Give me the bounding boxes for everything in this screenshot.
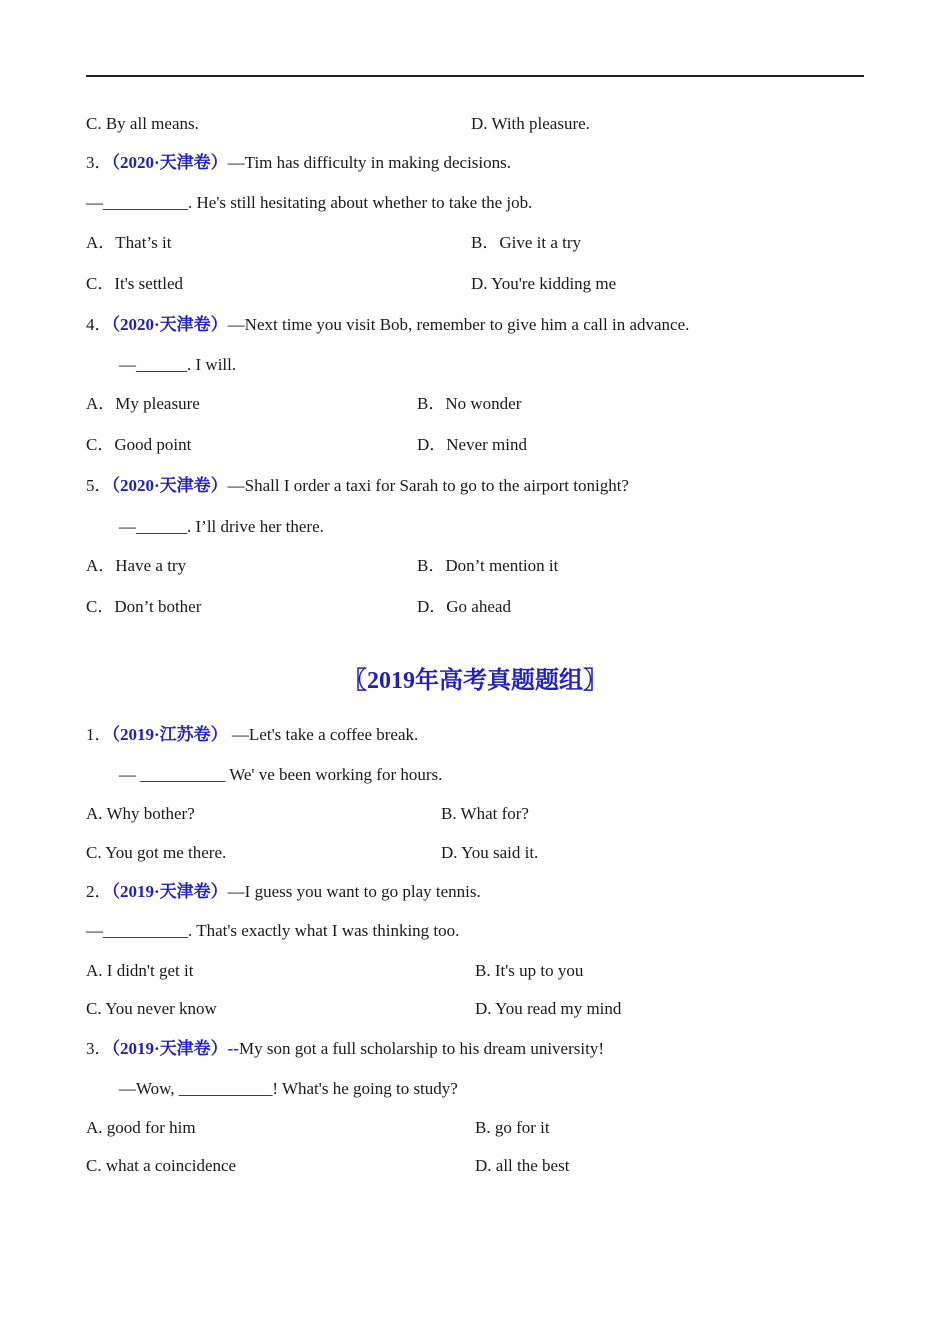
option-b: B．Give it a try xyxy=(471,233,582,252)
question-stem xyxy=(86,475,629,497)
question-number: 3． xyxy=(86,153,112,172)
question-source: （2019·天津卷） xyxy=(111,882,228,901)
question-number: 1． xyxy=(86,725,112,744)
option-c: C. You got me there. xyxy=(86,843,227,862)
option-d: D. all the best xyxy=(475,1156,570,1175)
question-source: （2019·江苏卷） xyxy=(111,725,228,744)
option-c: C．Don’t bother xyxy=(86,597,202,616)
question-stem xyxy=(86,724,418,746)
option-b: B．Don’t mention it xyxy=(417,556,559,575)
question-reply: —______. I’ll drive her there. xyxy=(119,517,324,536)
question-source: （2020·天津卷） xyxy=(111,476,228,495)
question-source: （2020·天津卷） xyxy=(111,315,228,334)
question-text: —I guess you want to go play tennis. xyxy=(227,882,481,901)
option-d: D. You read my mind xyxy=(475,999,622,1018)
question-text: —Shall I order a taxi for Sarah to go to the airport tonight? xyxy=(227,476,629,495)
option-a: A. Why bother? xyxy=(86,804,195,823)
option-b: B. go for it xyxy=(475,1118,550,1137)
question-number: 3． xyxy=(86,1039,112,1058)
option-b: B. What for? xyxy=(441,804,529,823)
option-d: D. With pleasure. xyxy=(471,114,590,133)
option-c: C. You never know xyxy=(86,999,217,1018)
question-reply: —__________. He's still hesitating about whether to take the job. xyxy=(86,193,533,212)
question-source: （2019·天津卷） xyxy=(111,1039,228,1058)
question-text: —Tim has difficulty in making decisions. xyxy=(227,153,512,172)
option-d: D．Go ahead xyxy=(417,597,511,616)
option-a: A．Have a try xyxy=(86,556,187,575)
question-number: 4． xyxy=(86,315,112,334)
option-d: D．Never mind xyxy=(417,435,528,454)
header-rule xyxy=(86,75,864,77)
question-stem xyxy=(86,152,511,174)
option-b: B. It's up to you xyxy=(475,961,584,980)
question-text: —Next time you visit Bob, remember to give him a call in advance. xyxy=(227,315,690,334)
question-stem xyxy=(86,314,689,336)
question-reply: —__________. That's exactly what I was thinking too. xyxy=(86,921,460,940)
question-source: （2020·天津卷） xyxy=(111,153,228,172)
question-reply: — __________ We' ve been working for hours. xyxy=(119,765,443,784)
question-reply: —Wow, ___________! What's he going to study? xyxy=(119,1079,458,1098)
question-text: My son got a full scholarship to his dream university! xyxy=(239,1039,604,1058)
question-reply: —______. I will. xyxy=(119,355,237,374)
question-number: 2． xyxy=(86,882,112,901)
option-c: C. what a coincidence xyxy=(86,1156,237,1175)
option-c: C．Good point xyxy=(86,435,192,454)
section-title: 〖2019年高考真题题组〗 xyxy=(343,668,607,694)
option-c: C．It's settled xyxy=(86,274,184,293)
question-dash: -- xyxy=(227,1039,239,1058)
question-stem xyxy=(86,881,481,903)
option-a: A．My pleasure xyxy=(86,394,200,413)
question-number: 5． xyxy=(86,476,112,495)
option-a: A. I didn't get it xyxy=(86,961,194,980)
option-d: D. You're kidding me xyxy=(471,274,617,293)
question-text: —Let's take a coffee break. xyxy=(227,725,419,744)
option-a: A．That’s it xyxy=(86,233,172,252)
option-c: C. By all means. xyxy=(86,114,199,133)
option-a: A. good for him xyxy=(86,1118,196,1137)
option-d: D. You said it. xyxy=(441,843,539,862)
question-stem xyxy=(86,1038,604,1060)
option-b: B．No wonder xyxy=(417,394,522,413)
